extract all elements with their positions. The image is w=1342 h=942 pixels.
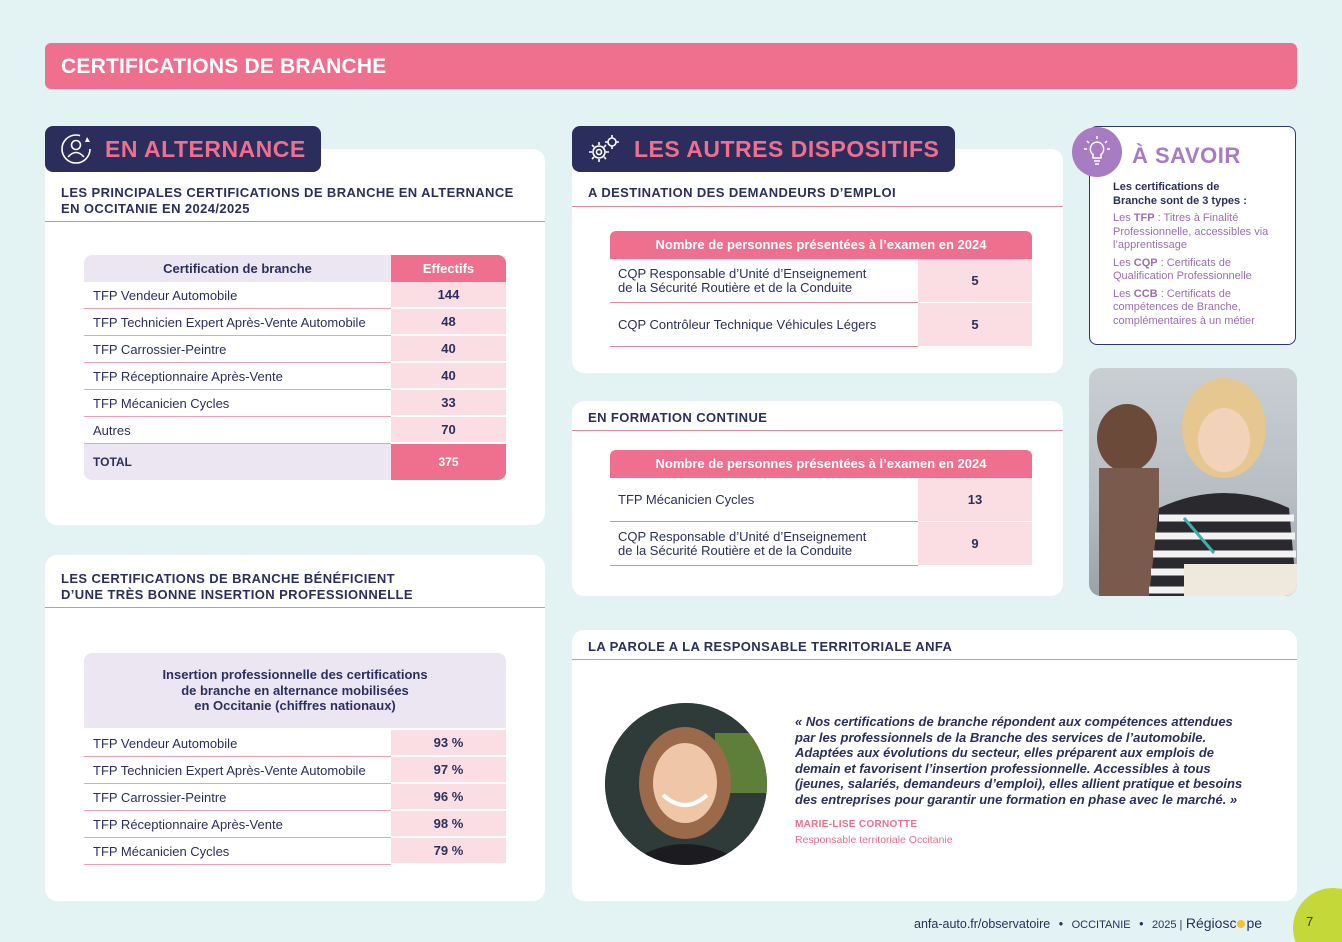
table-row — [84, 730, 506, 757]
quote-line: demain et favorisent l’insertion professionnelle. Accessibles à tous — [795, 760, 1211, 776]
insertion-title-line1: LES CERTIFICATIONS DE BRANCHE BÉNÉFICIENT — [61, 571, 395, 586]
tfp-prefix: Les — [1113, 212, 1134, 224]
table-row — [84, 417, 506, 444]
row-value: 13 — [918, 478, 1032, 522]
row-label — [610, 478, 918, 522]
user-refresh-icon — [59, 132, 93, 166]
insertion-table — [84, 730, 506, 865]
quote-line: Adaptées aux évolutions du secteur, elles préparent aux emplois de — [795, 745, 1215, 761]
continue-table-head: Nombre de personnes présentées à l’examen en 2024 — [610, 450, 1032, 478]
continue-title: EN FORMATION CONTINUE — [588, 410, 768, 425]
cert-value: 40 — [391, 363, 506, 390]
divider — [572, 430, 1063, 431]
tfp-abbr: TFP — [1133, 212, 1155, 224]
table-row — [84, 336, 506, 363]
alternance-title-line1: LES PRINCIPALES CERTIFICATIONS DE BRANCHE EN ALTERNANCE — [61, 185, 514, 200]
continue-card — [572, 401, 1063, 596]
row-label — [610, 259, 918, 303]
brand-part1: Régiosc — [1185, 915, 1237, 931]
ccb-prefix: Les — [1113, 287, 1134, 300]
gears-icon — [586, 132, 622, 166]
tab-en-alternance — [45, 126, 321, 172]
page-banner: CERTIFICATIONS DE BRANCHE — [45, 43, 1297, 89]
quote-line: par les professionnels de la Branche des services de l’automobile. — [795, 729, 1207, 745]
table-row — [610, 522, 1032, 566]
row-label-line2: de la Sécurité Routière et de la Conduite — [618, 279, 853, 295]
row-label-line1: CQP Responsable d’Unité d’Enseignement — [618, 528, 867, 544]
cert-label: TFP Réceptionnaire Après-Vente — [84, 363, 391, 390]
footer-year: 2025 | — [1152, 919, 1183, 931]
parole-title: LA PAROLE A LA RESPONSABLE TERRITORIALE ANFA — [588, 639, 953, 654]
cert-label: TFP Carrossier-Peintre — [84, 784, 391, 811]
emploi-table-head: Nombre de personnes présentées à l’examen en 2024 — [610, 231, 1032, 259]
insertion-rate: 97 % — [391, 757, 506, 784]
savoir-tfp — [1113, 212, 1285, 253]
alternance-title-line2: EN OCCITANIE EN 2024/2025 — [61, 201, 250, 216]
insertion-card — [45, 555, 545, 901]
footer-brand — [1186, 915, 1262, 931]
total-value: 375 — [391, 444, 506, 480]
intro-line2: Branche sont de 3 types : — [1113, 194, 1247, 207]
divider — [45, 221, 545, 222]
insertion-rate: 98 % — [391, 811, 506, 838]
page-number: 7 — [1306, 914, 1314, 929]
lightbulb-badge — [1072, 127, 1122, 177]
insertion-title — [45, 571, 429, 603]
cert-label: TFP Carrossier-Peintre — [84, 336, 391, 363]
table-row — [610, 303, 1032, 347]
cqp-prefix: Les — [1113, 256, 1134, 269]
table-row — [84, 282, 506, 309]
col-effectifs: Effectifs — [391, 255, 506, 282]
cert-label: Autres — [84, 417, 391, 444]
table-row — [84, 363, 506, 390]
divider — [45, 607, 545, 608]
table-row — [84, 784, 506, 811]
footer-site[interactable]: anfa-auto.fr/observatoire — [914, 917, 1051, 931]
quote-line: des entreprises pour garantir une formation en phase avec le marché. » — [795, 791, 1238, 807]
cert-label: TFP Mécanicien Cycles — [84, 390, 391, 417]
table-row — [84, 390, 506, 417]
ccb-abbr: CCB — [1133, 287, 1158, 300]
alternance-table-title — [45, 185, 530, 217]
insertion-rate: 93 % — [391, 730, 506, 757]
row-label — [610, 522, 918, 566]
insertion-title-line2: D’UNE TRÈS BONNE INSERTION PROFESSIONNELLE — [61, 587, 413, 602]
col-certification: Certification de branche — [84, 255, 391, 282]
row-label-line1: TFP Mécanicien Cycles — [618, 491, 755, 507]
cert-label: TFP Vendeur Automobile — [84, 282, 391, 309]
cert-label: TFP Vendeur Automobile — [84, 730, 391, 757]
footer-dot: • — [1139, 917, 1144, 931]
insertion-rate: 96 % — [391, 784, 506, 811]
emploi-table — [610, 231, 1032, 347]
students-illustration — [1089, 368, 1297, 596]
row-label-line1: CQP Contrôleur Technique Véhicules Légers — [618, 316, 877, 332]
quote-text — [795, 714, 1275, 808]
total-label: TOTAL — [84, 444, 391, 480]
table-row — [610, 478, 1032, 522]
table-row — [84, 309, 506, 336]
portrait-illustration — [605, 703, 767, 865]
cert-value: 40 — [391, 336, 506, 363]
tab-title: LES AUTRES DISPOSITIFS — [634, 135, 940, 162]
table-row — [84, 757, 506, 784]
tab-autres-dispositifs — [572, 126, 955, 172]
students-photo — [1089, 368, 1297, 596]
tfp-text: : Titres à Finalité Professionnelle, accessibles via l’apprentissage — [1113, 212, 1269, 251]
cert-label: TFP Mécanicien Cycles — [84, 838, 391, 865]
divider — [572, 659, 1297, 660]
savoir-cqp — [1113, 257, 1285, 284]
row-value: 5 — [918, 303, 1032, 347]
savoir-ccb — [1113, 288, 1285, 329]
divider — [572, 206, 1063, 207]
head-line2: de branche en alternance mobilisées — [181, 682, 409, 698]
row-label — [610, 303, 918, 347]
intro-line1: Les certifications de — [1113, 181, 1220, 193]
tab-title: EN ALTERNANCE — [105, 135, 306, 162]
cqp-abbr: CQP — [1133, 256, 1158, 269]
quote-author: MARIE-LISE CORNOTTE — [795, 819, 918, 830]
table-row — [610, 259, 1032, 303]
brand-part2: pe — [1246, 915, 1263, 931]
footer-region: OCCITANIE — [1071, 919, 1131, 931]
row-value: 9 — [918, 522, 1032, 566]
brand-dot-icon — [1237, 920, 1245, 928]
footer-dot: • — [1058, 917, 1064, 931]
quote-author-role: Responsable territoriale Occitanie — [795, 834, 953, 846]
cert-value: 33 — [391, 390, 506, 417]
ccb-text: : Certificats de compétences de Branche, complémentaires à un métier — [1113, 287, 1255, 327]
lightbulb-icon — [1072, 127, 1122, 177]
cert-value: 48 — [391, 309, 506, 336]
table-row — [84, 811, 506, 838]
insertion-table-head — [84, 653, 506, 728]
alternance-table — [84, 255, 506, 480]
row-label-line1: CQP Responsable d’Unité d’Enseignement — [618, 265, 867, 281]
cert-value: 144 — [391, 282, 506, 309]
cqp-text: : Certificats de Qualification Professionnelle — [1113, 256, 1252, 282]
cert-label: TFP Réceptionnaire Après-Vente — [84, 811, 391, 838]
a-savoir-content — [1113, 181, 1285, 328]
quote-line: « Nos certifications de branche répondent aux compétences attendues — [795, 714, 1233, 729]
head-line1: Insertion professionnelle des certifications — [162, 667, 428, 682]
emploi-title: A DESTINATION DES DEMANDEURS D’EMPLOI — [588, 185, 897, 200]
cert-label: TFP Technicien Expert Après-Vente Automobile — [84, 309, 391, 336]
quote-line: (jeunes, salariés, demandeurs d’emploi), elles allient pratique et besoins — [795, 776, 1243, 792]
head-line3: en Occitanie (chiffres nationaux) — [194, 698, 396, 713]
parole-card — [572, 630, 1297, 901]
row-label-line2: de la Sécurité Routière et de la Conduite — [618, 542, 853, 558]
cert-value: 70 — [391, 417, 506, 444]
page-number-badge — [1293, 888, 1342, 942]
cert-label: TFP Technicien Expert Après-Vente Automobile — [84, 757, 391, 784]
continue-table — [610, 450, 1032, 566]
emploi-card — [572, 149, 1063, 373]
footer — [914, 915, 1262, 931]
a-savoir-title: À SAVOIR — [1132, 143, 1241, 168]
row-value: 5 — [918, 259, 1032, 303]
table-row — [84, 838, 506, 865]
insertion-rate: 79 % — [391, 838, 506, 865]
portrait-avatar — [605, 703, 767, 865]
alternance-card — [45, 149, 545, 525]
a-savoir-box — [1089, 126, 1296, 345]
savoir-intro — [1113, 181, 1285, 208]
